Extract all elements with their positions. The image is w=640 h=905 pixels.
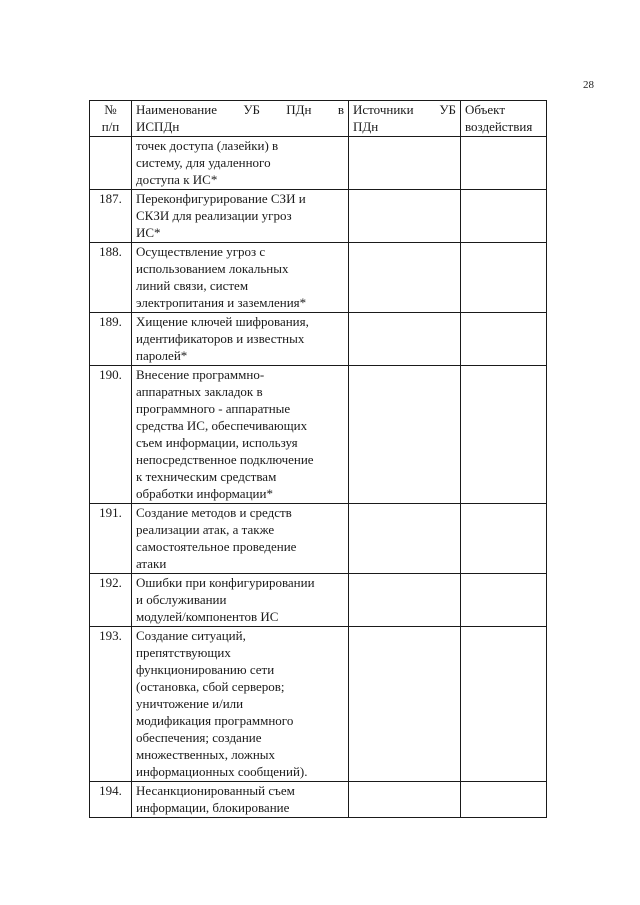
threat-sources-cell (349, 190, 461, 243)
table-row (90, 574, 547, 627)
table-row (90, 782, 547, 818)
threat-sources-cell (349, 782, 461, 818)
threat-name-line: самостоятельное проведение (136, 539, 297, 554)
header-name-word: в (337, 102, 344, 117)
impact-object-cell (461, 627, 547, 782)
header-sources-line-2: ПДн (353, 119, 379, 134)
row-number (90, 137, 132, 190)
threat-name-line: непосредственное подключение (136, 452, 314, 467)
header-name-word: Наименование (136, 102, 217, 117)
header-sources-word: Источники (353, 102, 414, 117)
threat-name-line: Переконфигурирование СЗИ и (136, 191, 306, 206)
threat-name-line: ИС* (136, 225, 161, 240)
row-number: 193. (90, 627, 132, 782)
impact-object-cell (461, 137, 547, 190)
impact-object-cell (461, 313, 547, 366)
impact-object-cell (461, 782, 547, 818)
threat-name-line: Осуществление угроз с (136, 244, 266, 259)
threat-name-line: обработки информации* (136, 486, 273, 501)
threat-name-line: средства ИС, обеспечивающих (136, 418, 308, 433)
table-row (90, 190, 547, 243)
threat-name-line: информации, блокирование (136, 800, 290, 815)
impact-object-cell (461, 366, 547, 504)
threat-name (132, 627, 349, 782)
threat-sources-cell (349, 574, 461, 627)
threat-name (132, 782, 349, 818)
threat-name (132, 137, 349, 190)
threat-name-line: (остановка, сбой серверов; (136, 679, 285, 694)
threat-name (132, 313, 349, 366)
row-number: 191. (90, 504, 132, 574)
threat-name-line: Создание ситуаций, (136, 628, 246, 643)
threat-name (132, 366, 349, 504)
threat-sources-cell (349, 627, 461, 782)
row-number: 187. (90, 190, 132, 243)
threat-name-line: множественных, ложных (136, 747, 276, 762)
threat-name-line: Ошибки при конфигурировании (136, 575, 315, 590)
threat-name-line: препятствующих (136, 645, 231, 660)
threat-name-line: модулей/компонентов ИС (136, 609, 279, 624)
header-sources-line-1 (353, 101, 456, 118)
header-object-line-1: Объект (465, 102, 505, 117)
threats-table-container (89, 100, 547, 818)
threat-name-line: СКЗИ для реализации угроз (136, 208, 292, 223)
threat-name-line: программного - аппаратные (136, 401, 291, 416)
threat-sources-cell (349, 504, 461, 574)
threat-name (132, 574, 349, 627)
page-number: 28 (583, 79, 594, 91)
threat-name-line: Несанкционированный съем (136, 783, 295, 798)
threat-name-line: Внесение программно- (136, 367, 265, 382)
header-num-line-1: № (104, 102, 117, 117)
threat-name-line: использованием локальных (136, 261, 289, 276)
threat-name-line: точек доступа (лазейки) в (136, 138, 279, 153)
threat-name-line: доступа к ИС* (136, 172, 218, 187)
threat-name-line: обеспечения; создание (136, 730, 262, 745)
threat-name-line: паролей* (136, 348, 188, 363)
header-name-word: УБ (243, 102, 260, 117)
threat-sources-cell (349, 243, 461, 313)
table-row (90, 366, 547, 504)
header-object (461, 101, 547, 137)
header-name-line-1 (136, 101, 344, 118)
threat-name-line: реализации атак, а также (136, 522, 275, 537)
table-header-row (90, 101, 547, 137)
row-number: 189. (90, 313, 132, 366)
threat-name-line: систему, для удаленного (136, 155, 271, 170)
header-name-word: ПДн (286, 102, 312, 117)
threat-name-line: Хищение ключей шифрования, (136, 314, 309, 329)
impact-object-cell (461, 574, 547, 627)
row-number: 192. (90, 574, 132, 627)
row-number: 194. (90, 782, 132, 818)
header-num-line-2: п/п (101, 119, 120, 134)
threat-name-line: атаки (136, 556, 167, 571)
threat-sources-cell (349, 313, 461, 366)
threat-name-line: информационных сообщений). (136, 764, 308, 779)
table-row (90, 137, 547, 190)
threat-name-line: линий связи, систем (136, 278, 249, 293)
header-num (90, 101, 132, 137)
threat-name (132, 504, 349, 574)
threat-sources-cell (349, 137, 461, 190)
threat-sources-cell (349, 366, 461, 504)
threat-name-line: модификация программного (136, 713, 294, 728)
impact-object-cell (461, 243, 547, 313)
table-row (90, 627, 547, 782)
header-sources-word: УБ (439, 102, 456, 117)
header-name (132, 101, 349, 137)
impact-object-cell (461, 504, 547, 574)
threat-name-line: аппаратных закладок в (136, 384, 263, 399)
threat-name (132, 243, 349, 313)
row-number: 190. (90, 366, 132, 504)
threat-name-line: уничтожение и/или (136, 696, 244, 711)
threat-name-line: и обслуживании (136, 592, 227, 607)
threat-name-line: идентификаторов и известных (136, 331, 305, 346)
table-row (90, 243, 547, 313)
threats-table (89, 100, 547, 818)
threat-name-line: электропитания и заземления* (136, 295, 307, 310)
threat-name-line: к техническим средствам (136, 469, 277, 484)
impact-object-cell (461, 190, 547, 243)
row-number: 188. (90, 243, 132, 313)
header-name-line-2: ИСПДн (136, 119, 180, 134)
threat-name-line: съем информации, используя (136, 435, 298, 450)
threat-name (132, 190, 349, 243)
header-object-line-2: воздействия (465, 119, 533, 134)
threat-name-line: функционированию сети (136, 662, 275, 677)
table-row (90, 313, 547, 366)
threat-name-line: Создание методов и средств (136, 505, 292, 520)
header-sources (349, 101, 461, 137)
table-row (90, 504, 547, 574)
